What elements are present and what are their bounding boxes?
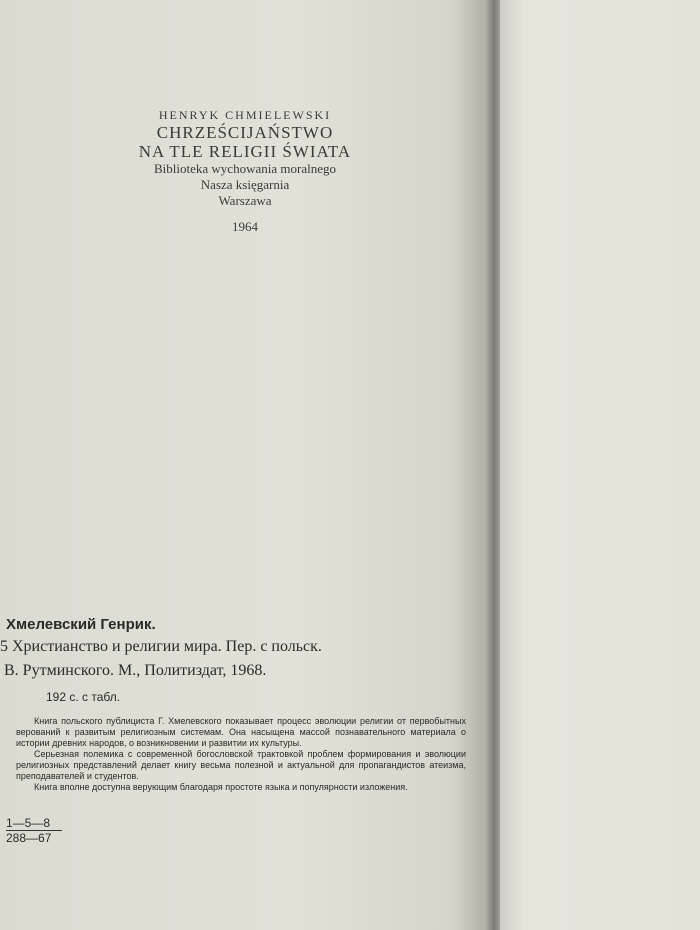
bib-index (6, 816, 51, 846)
original-author: HENRYK CHMIELEWSKI (158, 108, 332, 122)
original-publisher: Nasza księgarnia (200, 177, 290, 192)
bib-pages: 192 с. с табл. (46, 690, 121, 704)
annotation-paragraph: Книга польского публициста Г. Хмелевского показывает процесс эволюции религии от первобытных верований к развитым религиозным системам. Она насыщена массой познавательного материала о истории древних народов, о возникновении и развитии их культуры. (16, 716, 466, 748)
annotation-paragraph: Серьезная полемика с современной богословской трактовкой проблем формирования и эволюции религиозных представлений делает книгу весьма полезной и актуальной для пропагандистов атеизма, преподавателей и студентов. (16, 749, 466, 781)
original-title-line-1: CHRZEŚCIJAŃSTWO (156, 123, 334, 142)
bib-translator-line: В. Рутминского. М., Политиздат, 1968. (4, 662, 267, 679)
original-series: Biblioteka wychowania moralnego (154, 161, 336, 176)
original-title-line-2: NA TLE RELIGII ŚWIATA (138, 142, 352, 161)
bib-annotation (16, 716, 466, 793)
right-page (500, 0, 700, 930)
original-edition-block (100, 108, 390, 235)
annotation-paragraph: Книга вполне доступна верующим благодаря простоте языка и популярности изложения. (34, 782, 408, 792)
index-top: 1—5—8 (6, 816, 51, 830)
bib-heading: Хмелевский Генрик. (6, 616, 156, 633)
bib-title-line: 5 Христианство и религии мира. Пер. с польск. (0, 638, 322, 655)
original-city: Warszawa (218, 193, 272, 208)
index-bottom: 288—67 (6, 831, 52, 845)
original-year: 1964 (232, 219, 258, 234)
index-divider (6, 830, 62, 831)
